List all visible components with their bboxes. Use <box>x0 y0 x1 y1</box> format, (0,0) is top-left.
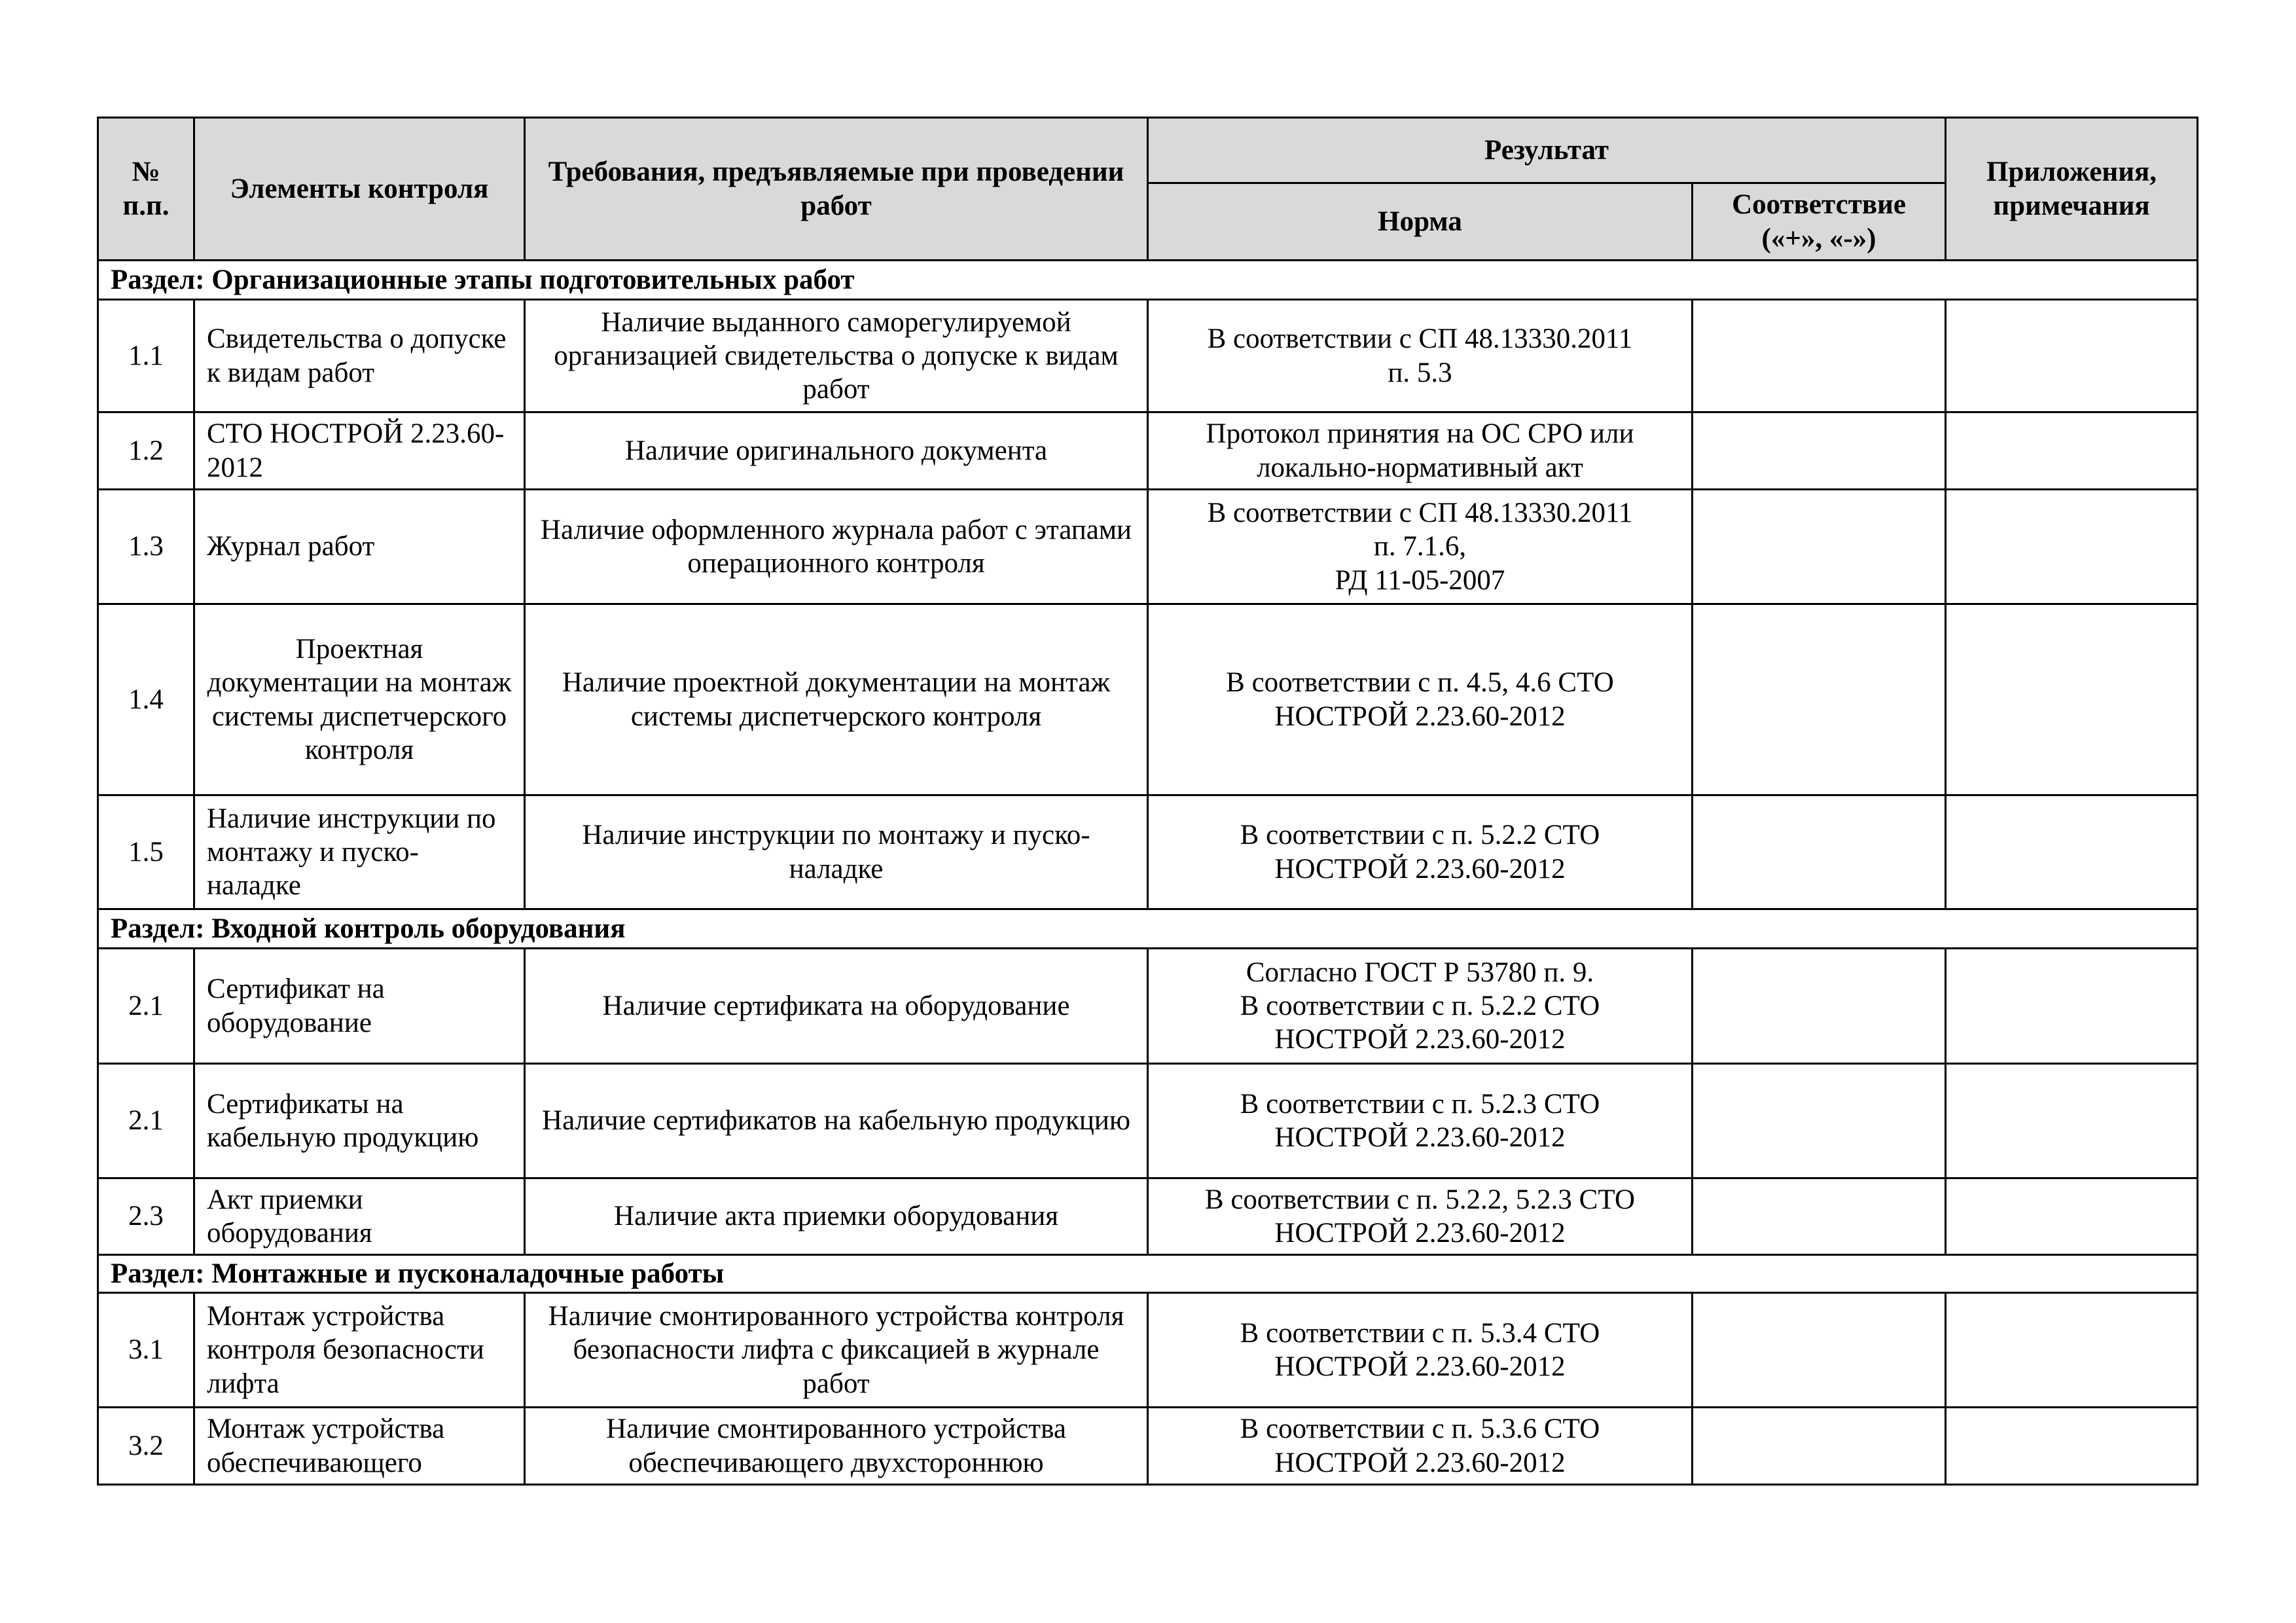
table-row <box>98 300 2198 412</box>
table-row <box>98 412 2198 490</box>
table-row <box>98 949 2198 1064</box>
table-row <box>98 490 2198 604</box>
row-conformity <box>1693 795 1946 909</box>
row-requirement: Наличие инструкции по монтажу и пуско-наладке <box>525 795 1148 909</box>
row-norm: В соответствии с п. 5.2.2, 5.2.3 СТО НОСТРОЙ 2.23.60-2012 <box>1148 1178 1693 1255</box>
row-element: Акт приемки оборудования <box>194 1178 525 1255</box>
row-number: 1.1 <box>98 300 194 412</box>
section-title: Раздел: Организационные этапы подготовительных работ <box>98 261 2198 300</box>
section-title: Раздел: Монтажные и пусконаладочные работы <box>98 1255 2198 1293</box>
table-row <box>98 1408 2198 1485</box>
row-conformity <box>1693 1408 1946 1485</box>
row-norm: В соответствии с СП 48.13330.2011 п. 5.3 <box>1148 300 1693 412</box>
row-requirement: Наличие акта приемки оборудования <box>525 1178 1148 1255</box>
row-norm: В соответствии с п. 5.3.6 СТО НОСТРОЙ 2.23.60-2012 <box>1148 1408 1693 1485</box>
row-notes <box>1946 1064 2198 1178</box>
header-norm: Норма <box>1148 183 1693 261</box>
header-result: Результат <box>1148 118 1946 183</box>
row-conformity <box>1693 490 1946 604</box>
row-notes <box>1946 1408 2198 1485</box>
header-notes: Приложения, примечания <box>1946 118 2198 261</box>
row-notes <box>1946 795 2198 909</box>
row-notes <box>1946 300 2198 412</box>
header-elements: Элементы контроля <box>194 118 525 261</box>
row-element: СТО НОСТРОЙ 2.23.60-2012 <box>194 412 525 490</box>
row-notes <box>1946 1178 2198 1255</box>
row-conformity <box>1693 1293 1946 1408</box>
row-element: Монтаж устройства контроля безопасности лифта <box>194 1293 525 1408</box>
row-number: 3.1 <box>98 1293 194 1408</box>
row-norm: В соответствии с СП 48.13330.2011 п. 7.1.6, РД 11-05-2007 <box>1148 490 1693 604</box>
table-row <box>98 1293 2198 1408</box>
header-requirements: Требования, предъявляемые при проведении работ <box>525 118 1148 261</box>
row-element: Сертификаты на кабельную продукцию <box>194 1064 525 1178</box>
row-element: Сертификат на оборудование <box>194 949 525 1064</box>
row-notes <box>1946 949 2198 1064</box>
row-requirement: Наличие смонтированного устройства контроля безопасности лифта с фиксацией в журнале работ <box>525 1293 1148 1408</box>
control-table <box>97 117 2198 1486</box>
row-conformity <box>1693 300 1946 412</box>
row-norm: Протокол принятия на ОС СРО или локально-нормативный акт <box>1148 412 1693 490</box>
table-row <box>98 1064 2198 1178</box>
row-notes <box>1946 412 2198 490</box>
row-number: 3.2 <box>98 1408 194 1485</box>
row-conformity <box>1693 1064 1946 1178</box>
row-requirement: Наличие выданного саморегулируемой организацией свидетельства о допуске к видам работ <box>525 300 1148 412</box>
row-notes <box>1946 604 2198 795</box>
row-norm: В соответствии с п. 5.2.2 СТО НОСТРОЙ 2.23.60-2012 <box>1148 795 1693 909</box>
row-requirement: Наличие оригинального документа <box>525 412 1148 490</box>
row-element: Журнал работ <box>194 490 525 604</box>
table-row <box>98 1178 2198 1255</box>
row-number: 1.3 <box>98 490 194 604</box>
row-element: Наличие инструкции по монтажу и пуско-наладке <box>194 795 525 909</box>
row-element: Монтаж устройства обеспечивающего <box>194 1408 525 1485</box>
row-conformity <box>1693 1178 1946 1255</box>
row-requirement: Наличие сертификата на оборудование <box>525 949 1148 1064</box>
row-notes <box>1946 1293 2198 1408</box>
row-element: Свидетельства о допуске к видам работ <box>194 300 525 412</box>
row-conformity <box>1693 949 1946 1064</box>
section-title: Раздел: Входной контроль оборудования <box>98 909 2198 949</box>
row-number: 2.3 <box>98 1178 194 1255</box>
row-conformity <box>1693 412 1946 490</box>
row-requirement: Наличие проектной документации на монтаж системы диспетчерского контроля <box>525 604 1148 795</box>
row-number: 2.1 <box>98 949 194 1064</box>
row-conformity <box>1693 604 1946 795</box>
row-element: Проектная документации на монтаж системы диспетчерского контроля <box>194 604 525 795</box>
table-row <box>98 795 2198 909</box>
row-requirement: Наличие сертификатов на кабельную продукцию <box>525 1064 1148 1178</box>
row-norm: В соответствии с п. 4.5, 4.6 СТО НОСТРОЙ 2.23.60-2012 <box>1148 604 1693 795</box>
row-norm: Согласно ГОСТ Р 53780 п. 9. В соответствии с п. 5.2.2 СТО НОСТРОЙ 2.23.60-2012 <box>1148 949 1693 1064</box>
row-number: 1.2 <box>98 412 194 490</box>
header-num: № п.п. <box>98 118 194 261</box>
row-norm: В соответствии с п. 5.3.4 СТО НОСТРОЙ 2.23.60-2012 <box>1148 1293 1693 1408</box>
row-number: 1.5 <box>98 795 194 909</box>
row-requirement: Наличие смонтированного устройства обеспечивающего двухстороннюю <box>525 1408 1148 1485</box>
row-number: 2.1 <box>98 1064 194 1178</box>
row-notes <box>1946 490 2198 604</box>
row-requirement: Наличие оформленного журнала работ с этапами операционного контроля <box>525 490 1148 604</box>
table-row <box>98 604 2198 795</box>
row-number: 1.4 <box>98 604 194 795</box>
row-norm: В соответствии с п. 5.2.3 СТО НОСТРОЙ 2.23.60-2012 <box>1148 1064 1693 1178</box>
header-conformity: Соответствие («+», «-») <box>1693 183 1946 261</box>
